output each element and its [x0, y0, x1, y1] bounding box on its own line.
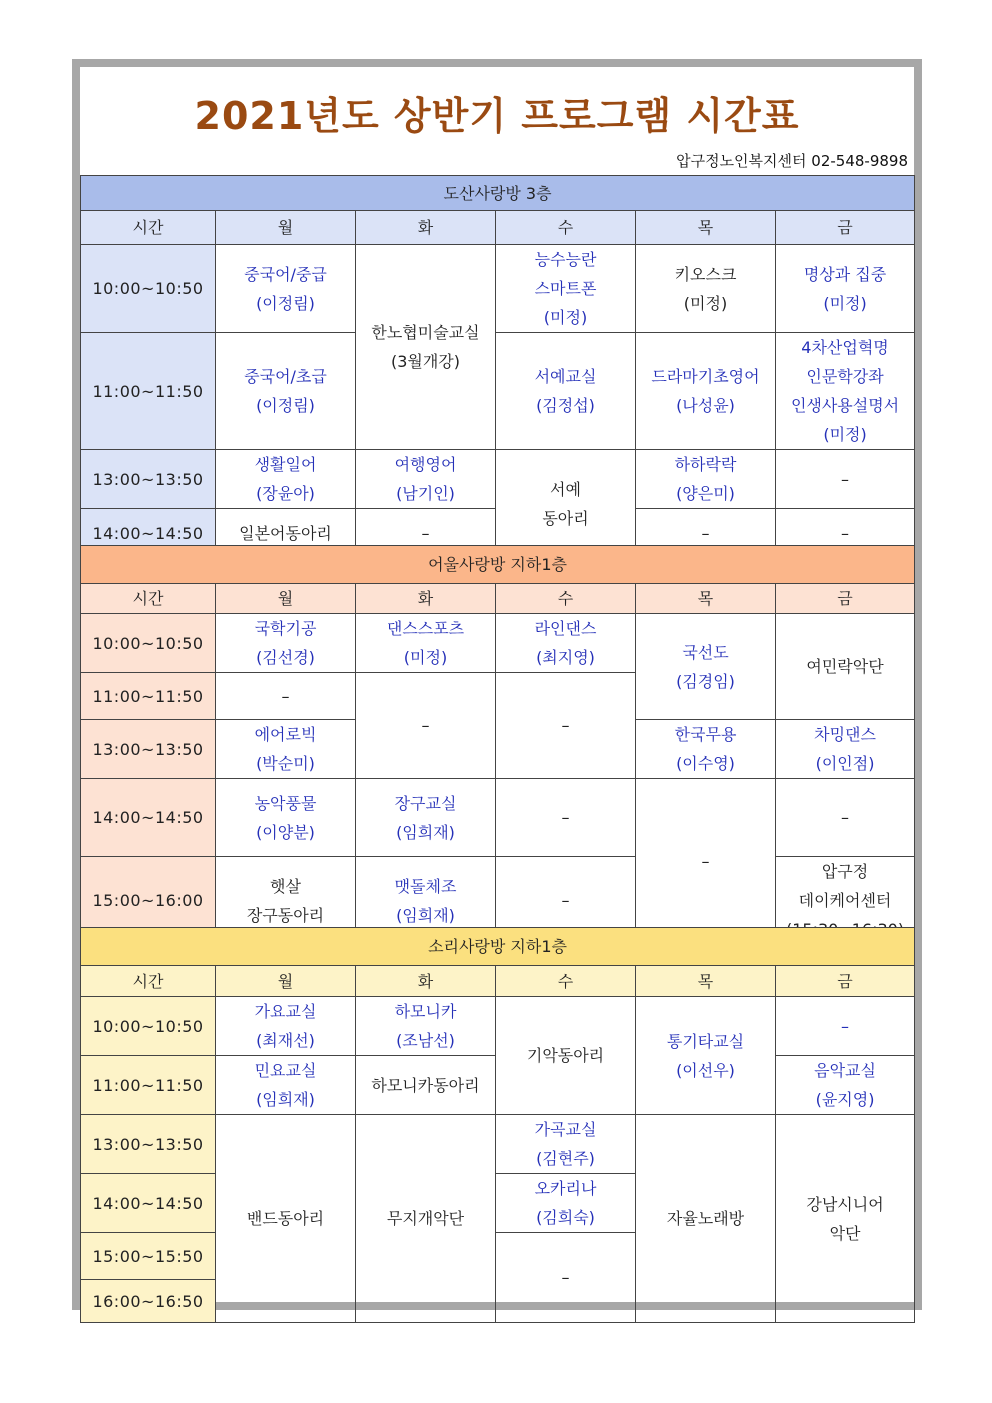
header-fri: 금	[776, 966, 915, 997]
class-cell: 능수능란 스마트폰 (미정)	[496, 245, 636, 333]
class-cell: 여민락악단	[776, 614, 915, 720]
class-cell: 강남시니어 악단	[776, 1115, 915, 1323]
time-slot: 11:00~11:50	[81, 673, 216, 720]
time-slot: 13:00~13:50	[81, 450, 216, 509]
header-time: 시간	[81, 966, 216, 997]
class-cell: 압구정 데이케어센터	[776, 857, 915, 945]
time-slot: 10:00~10:50	[81, 245, 216, 333]
eoul-schedule-table	[80, 545, 915, 945]
class-cell: 가요교실 (최재선)	[216, 997, 356, 1056]
class-cell: 민요교실 (임희재)	[216, 1056, 356, 1115]
header-thu: 목	[636, 966, 776, 997]
class-cell: 한노협미술교실 (3월개강)	[356, 245, 496, 450]
class-cell: 하모니카동아리	[356, 1056, 496, 1115]
time-slot: 11:00~11:50	[81, 1056, 216, 1115]
class-cell: 일본어동아리	[216, 509, 356, 558]
header-tue: 화	[356, 966, 496, 997]
timetable-frame	[72, 59, 922, 1310]
section-title: 도산사랑방 3층	[81, 176, 915, 211]
empty-cell: –	[776, 997, 915, 1056]
time-slot: 15:00~16:00	[81, 857, 216, 945]
class-cell: 차밍댄스 (이인점)	[776, 720, 915, 779]
header-tue: 화	[356, 211, 496, 245]
class-cell: 밴드동아리	[216, 1115, 356, 1323]
header-thu: 목	[636, 584, 776, 614]
class-cell: 자율노래방	[636, 1115, 776, 1323]
time-slot: 13:00~13:50	[81, 720, 216, 779]
header-thu: 목	[636, 211, 776, 245]
class-cell: 여행영어 (남기인)	[356, 450, 496, 509]
time-slot: 14:00~14:50	[81, 509, 216, 558]
empty-cell: –	[496, 779, 636, 857]
class-cell: 하모니카 (조남선)	[356, 997, 496, 1056]
header-mon: 월	[216, 584, 356, 614]
class-cell: 국선도 (김경임)	[636, 614, 776, 720]
class-cell: 명상과 집중 (미정)	[776, 245, 915, 333]
header-wed: 수	[496, 584, 636, 614]
organization-contact: 압구정노인복지센터 02-548-9898	[676, 152, 908, 170]
class-cell: 무지개악단	[356, 1115, 496, 1323]
header-time: 시간	[81, 584, 216, 614]
class-cell: 댄스스포츠 (미정)	[356, 614, 496, 673]
header-time: 시간	[81, 211, 216, 245]
class-cell: 햇살 장구동아리	[216, 857, 356, 945]
empty-cell: –	[776, 509, 915, 558]
empty-cell: –	[496, 673, 636, 779]
class-cell: 라인댄스 (최지영)	[496, 614, 636, 673]
class-cell: 기악동아리	[496, 997, 636, 1115]
class-cell: 서예교실 (김정섭)	[496, 333, 636, 450]
class-cell: 하하락락 (양은미)	[636, 450, 776, 509]
empty-cell: –	[496, 1233, 636, 1323]
time-slot: 10:00~10:50	[81, 997, 216, 1056]
class-cell: 중국어/초급 (이정림)	[216, 333, 356, 450]
section-title: 소리사랑방 지하1층	[81, 928, 915, 966]
header-fri: 금	[776, 584, 915, 614]
class-cell: 농악풍물 (이양분)	[216, 779, 356, 857]
header-mon: 월	[216, 966, 356, 997]
time-slot: 10:00~10:50	[81, 614, 216, 673]
time-slot: 11:00~11:50	[81, 333, 216, 450]
empty-cell: –	[496, 857, 636, 945]
header-mon: 월	[216, 211, 356, 245]
page-title: 2021년도 상반기 프로그램 시간표	[194, 94, 800, 138]
header-fri: 금	[776, 211, 915, 245]
class-cell: 가곡교실 (김현주)	[496, 1115, 636, 1174]
class-cell: 키오스크 (미정)	[636, 245, 776, 333]
time-slot: 15:00~15:50	[81, 1233, 216, 1280]
header-wed: 수	[496, 966, 636, 997]
empty-cell: –	[216, 673, 356, 720]
class-cell: 음악교실 (윤지영)	[776, 1056, 915, 1115]
class-cell: 오카리나 (김희숙)	[496, 1174, 636, 1233]
empty-cell: –	[776, 450, 915, 509]
empty-cell: –	[636, 779, 776, 945]
class-cell: 국학기공 (김선경)	[216, 614, 356, 673]
section-title: 어울사랑방 지하1층	[81, 546, 915, 584]
empty-cell: –	[776, 779, 915, 857]
time-slot: 13:00~13:50	[81, 1115, 216, 1174]
class-cell: 장구교실 (임희재)	[356, 779, 496, 857]
class-cell: 맷돌체조 (임희재)	[356, 857, 496, 945]
class-cell: 에어로빅 (박순미)	[216, 720, 356, 779]
time-slot: 14:00~14:50	[81, 1174, 216, 1233]
class-cell: 드라마기초영어 (나성윤)	[636, 333, 776, 450]
class-cell: 서예 동아리	[496, 450, 636, 558]
class-cell: 한국무용 (이수영)	[636, 720, 776, 779]
empty-cell: –	[356, 509, 496, 558]
sori-schedule-table	[80, 927, 915, 1323]
empty-cell: –	[356, 673, 496, 779]
class-cell: 통기타교실 (이선우)	[636, 997, 776, 1115]
class-cell: 중국어/중급 (이정림)	[216, 245, 356, 333]
dosan-schedule-table	[80, 175, 915, 558]
time-slot: 16:00~16:50	[81, 1280, 216, 1323]
empty-cell: –	[636, 509, 776, 558]
class-cell: 생활일어 (장윤아)	[216, 450, 356, 509]
header-tue: 화	[356, 584, 496, 614]
time-slot: 14:00~14:50	[81, 779, 216, 857]
header-wed: 수	[496, 211, 636, 245]
class-cell: 4차산업혁명 인문학강좌 인생사용설명서 (미정)	[776, 333, 915, 450]
